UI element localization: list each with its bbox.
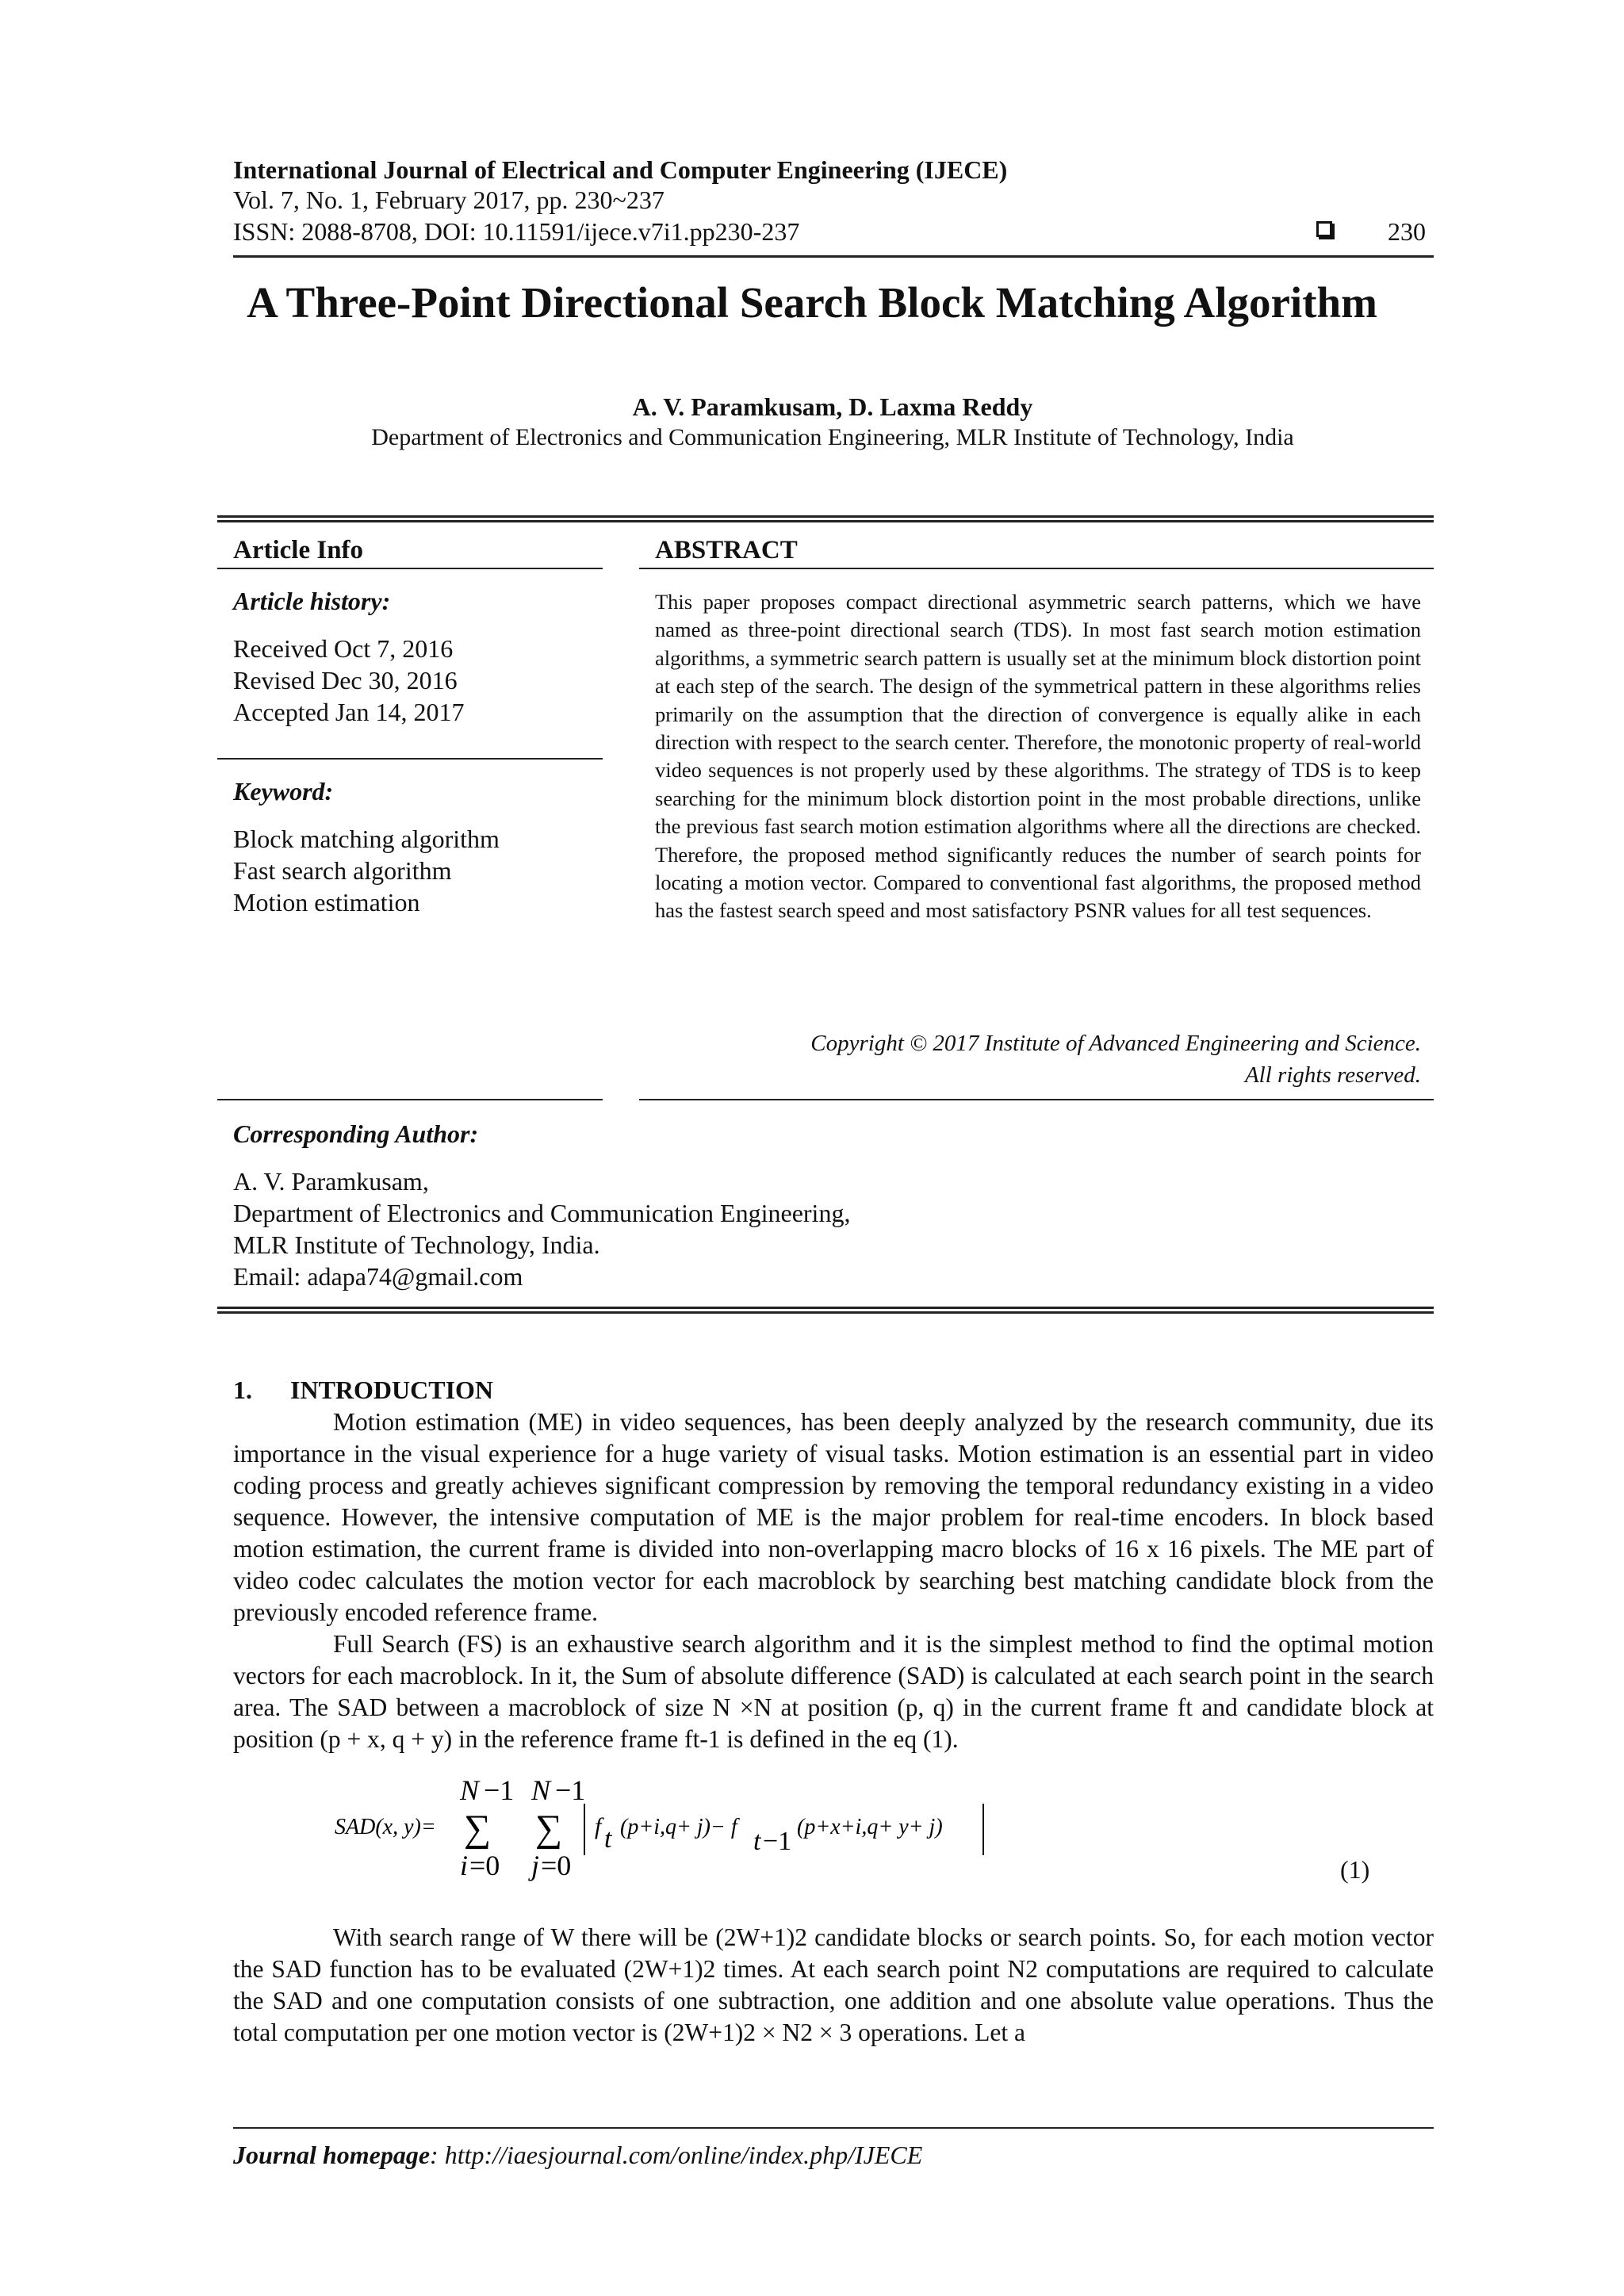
affiliation: Department of Electronics and Communication Engineering, MLR Institute of Technology, India: [371, 424, 1294, 450]
homepage-label: Journal homepage: [233, 2141, 431, 2169]
corresponding-line: MLR Institute of Technology, India.: [233, 1230, 600, 1259]
svg-text:=0: =0: [541, 1850, 572, 1881]
svg-text:f: f: [595, 1813, 602, 1839]
right-bottom-rule: [639, 1099, 1434, 1100]
copyright-line: Copyright © 2017 Institute of Advanced Engineering and Science.: [810, 1031, 1421, 1056]
svg-text:(p+x+i,q+ y+ j): (p+x+i,q+ y+ j): [797, 1815, 943, 1839]
svg-text:SAD(x, y)=: SAD(x, y)=: [335, 1815, 436, 1839]
sad-equation: [325, 1768, 1039, 1895]
paper-title: A Three-Point Directional Search Block Matching Algorithm: [247, 278, 1377, 327]
svg-text:N: N: [531, 1774, 551, 1806]
article-info-rule: [217, 568, 603, 569]
paragraph-text: With search range of W there will be (2W+1)2 candidate blocks or search points. So, for each motion vector the SAD function has to be evaluated (2W+1)2 times. At each search point N2 computations are required to calculate the SAD and one computation consists of one subtraction, one addition and one absolute value operations. Thus the total computation per one motion vector is (2W+1)2 × N2 × 3 operations. Let a: [233, 1923, 1434, 2046]
paragraph-text: Full Search (FS) is an exhaustive search algorithm and it is the simplest method to find the optimal motion vectors for each macroblock. In it, the Sum of absolute difference (SAD) is calculated at each search point in the search area. The SAD between a macroblock of size N ×N at position (p, q) in the current frame ft and candidate block at position (p + x, q + y) in the reference frame ft-1 is defined in the eq (1).: [233, 1630, 1434, 1753]
article-info-heading: Article Info: [233, 536, 364, 564]
info-top-rule: [217, 515, 1434, 518]
info-top-rule-2: [217, 520, 1434, 522]
rights-line: All rights reserved.: [1244, 1062, 1421, 1088]
paragraph-text: Motion estimation (ME) in video sequences, has been deeply analyzed by the research community, due its importance in the visual experience for a huge variety of visual tasks. Motion estimation is an essential part in video coding process and greatly achieves significant compression by removing the temporal redundancy existing in a video sequence. However, the intensive computation of ME is the major problem for real-time encoders. In block based motion estimation, the current frame is divided into non-overlapping macro blocks of 16 x 16 pixels. The ME part of video codec calculates the motion vector for each macroblock by searching best matching candidate block from the previously encoded reference frame.: [233, 1408, 1434, 1626]
svg-text:t: t: [604, 1824, 612, 1854]
keyword-item: Motion estimation: [233, 888, 420, 916]
intro-paragraph-3: [233, 1922, 1434, 2049]
svg-text:=0: =0: [469, 1850, 500, 1881]
svg-text:−1: −1: [763, 1827, 792, 1856]
homepage-link[interactable]: : http://iaesjournal.com/online/index.php/IJECE: [430, 2141, 923, 2169]
info-bottom-rule-2: [217, 1311, 1434, 1314]
svg-text:j: j: [531, 1850, 540, 1881]
svg-text:i: i: [460, 1850, 469, 1881]
authors: A. V. Paramkusam, D. Laxma Reddy: [632, 392, 1033, 421]
history-label: Article history:: [233, 587, 391, 615]
keyword-rule: [217, 758, 603, 760]
checkbox-square-icon: [1316, 221, 1332, 237]
issn-doi: ISSN: 2088-8708, DOI: 10.11591/ijece.v7i1.pp230-237: [233, 217, 800, 246]
svg-text:∑: ∑: [535, 1808, 563, 1850]
footer-rule: [233, 2127, 1434, 2129]
svg-text:N: N: [460, 1774, 480, 1806]
page-number: 230: [1388, 217, 1426, 246]
abstract-text: This paper proposes compact directional asymmetric search patterns, which we have named as three-point directional search (TDS). In most fast search motion estimation algorithms, a symmetric search pattern is usually set at the minimum block distortion point at each step of the search. The design of the symmetrical pattern in these algorithms relies primarily on the assumption that the direction of convergence is equally alike in each direction with respect to the search center. Therefore, the monotonic property of real-world video sequences is not properly used by these algorithms. The strategy of TDS is to keep searching for the minimum block distortion point in the most probable directions, unlike the previous fast search motion estimation algorithms where all the directions are checked. Therefore, the proposed method significantly reduces the number of search points for locating a motion vector. Compared to conventional fast algorithms, the proposed method has the fastest search speed and most satisfactory PSNR values for all test sequences.: [655, 590, 1421, 923]
corresponding-label: Corresponding Author:: [233, 1119, 479, 1148]
received-date: Received Oct 7, 2016: [233, 634, 454, 663]
revised-date: Revised Dec 30, 2016: [233, 666, 458, 695]
svg-text:(p+i,q+ j)− f: (p+i,q+ j)− f: [620, 1815, 737, 1839]
abstract-rule: [639, 568, 1434, 569]
corresponding-line: Department of Electronics and Communication Engineering,: [233, 1199, 851, 1227]
svg-text:−1: −1: [484, 1774, 515, 1806]
intro-paragraph-2: [233, 1628, 1434, 1755]
volume-info: Vol. 7, No. 1, February 2017, pp. 230~237: [233, 186, 665, 214]
journal-homepage: [233, 2141, 922, 2170]
svg-text:t: t: [753, 1827, 761, 1856]
svg-text:−1: −1: [555, 1774, 586, 1806]
section-heading: 1. INTRODUCTION: [233, 1376, 494, 1404]
svg-text:∑: ∑: [464, 1808, 492, 1850]
info-bottom-rule: [217, 1307, 1434, 1309]
keyword-label: Keyword:: [233, 777, 334, 806]
header-rule: [233, 255, 1434, 258]
corresponding-line: A. V. Paramkusam,: [233, 1167, 429, 1196]
journal-name: International Journal of Electrical and Computer Engineering (IJECE): [233, 155, 1008, 184]
abstract-heading: ABSTRACT: [655, 536, 798, 564]
intro-paragraph-1: [233, 1406, 1434, 1628]
keyword-item: Fast search algorithm: [233, 856, 452, 885]
accepted-date: Accepted Jan 14, 2017: [233, 698, 465, 726]
left-bottom-rule: [217, 1099, 603, 1100]
keyword-item: Block matching algorithm: [233, 825, 500, 853]
corresponding-email: Email: adapa74@gmail.com: [233, 1262, 523, 1291]
equation-number: (1): [1340, 1855, 1370, 1884]
